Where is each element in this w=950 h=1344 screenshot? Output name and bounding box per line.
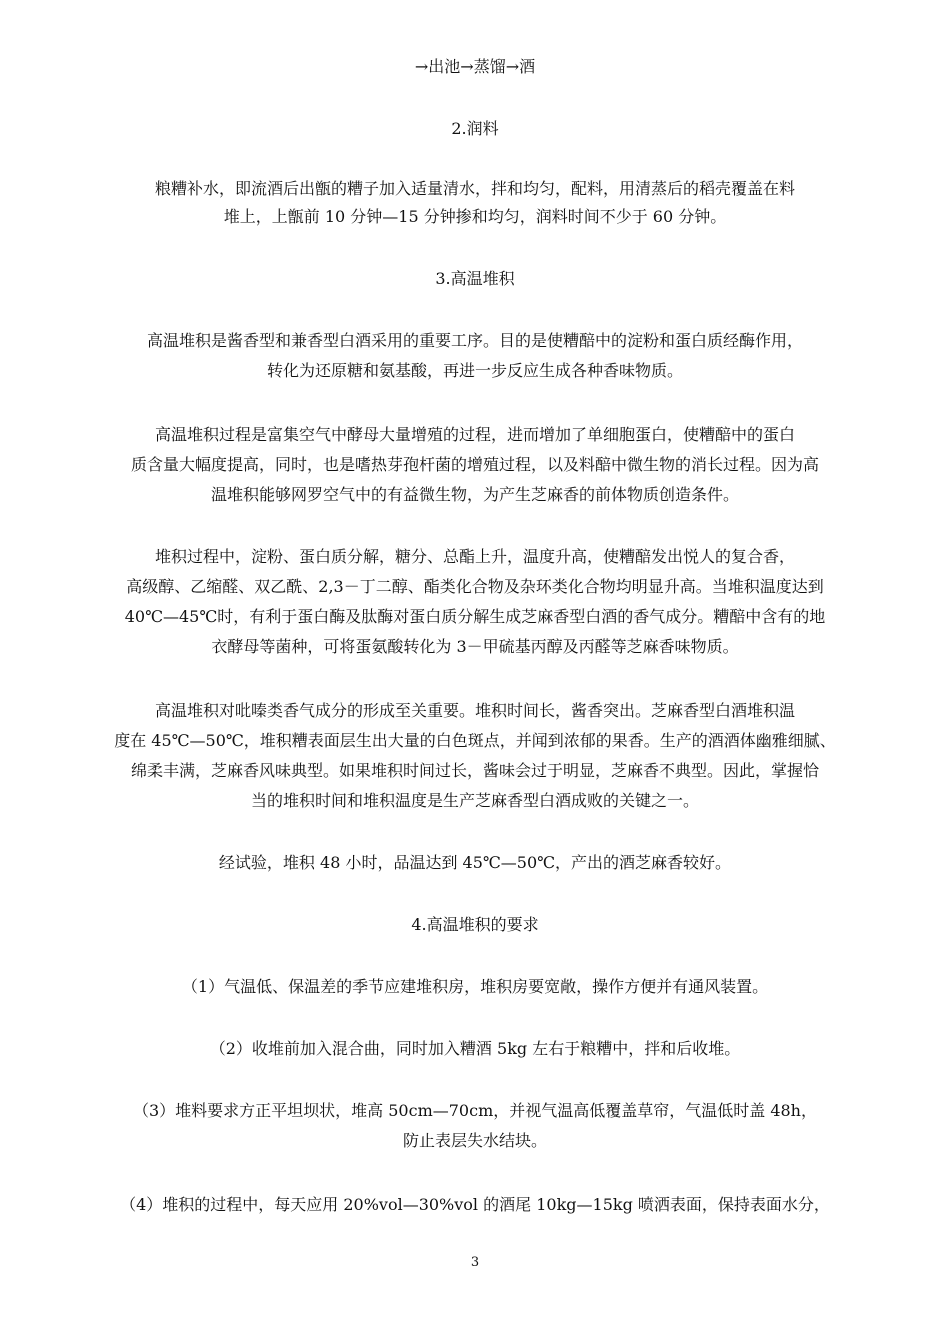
process-flow-line: →出池→蒸馏→酒 <box>414 57 536 76</box>
list-item: （3）堆料要求方正平坦坝状，堆高 50cm—70cm，并视气温高低覆盖草帘，气温低时盖 48h， <box>132 1101 817 1120</box>
paragraph-line: 高温堆积是酱香型和兼香型白酒采用的重要工序。目的是使糟醅中的淀粉和蛋白质经酶作用， <box>146 331 803 350</box>
paragraph-line: 衣酵母等菌种，可将蛋氨酸转化为 3－甲硫基丙醇及丙醛等芝麻香味物质。 <box>211 637 739 656</box>
paragraph-line: 度在 45℃—50℃，堆积糟表面层生出大量的白色斑点，并闻到浓郁的果香。生产的酒酒体幽雅细腻、 <box>114 731 836 750</box>
paragraph-line: 高温堆积过程是富集空气中酵母大量增殖的过程，进而增加了单细胞蛋白，使糟醅中的蛋白 <box>154 425 795 444</box>
paragraph-line: 堆上，上甑前 10 分钟—15 分钟掺和均匀，润料时间不少于 60 分钟。 <box>223 207 727 226</box>
paragraph-line: 绵柔丰满，芝麻香风味典型。如果堆积时间过长，酱味会过于明显，芝麻香不典型。因此，掌握恰 <box>130 761 819 780</box>
paragraph-line: 经试验，堆积 48 小时，品温达到 45℃—50℃，产出的酒芝麻香较好。 <box>218 853 732 872</box>
paragraph-line: 质含量大幅度提高，同时，也是嗜热芽孢杆菌的增殖过程，以及料醅中微生物的消长过程。因为高 <box>130 455 819 474</box>
paragraph-line: 粮糟补水，即流酒后出甑的糟子加入适量清水，拌和均匀，配料，用清蒸后的稻壳覆盖在料 <box>154 179 795 198</box>
section-heading-2: 2.润料 <box>451 119 499 138</box>
paragraph-line: 堆积过程中，淀粉、蛋白质分解，糖分、总酯上升，温度升高，使糟醅发出悦人的复合香， <box>154 547 795 566</box>
paragraph-line: 温堆积能够网罗空气中的有益微生物，为产生芝麻香的前体物质创造条件。 <box>210 485 739 504</box>
paragraph-line: 高级醇、乙缩醛、双乙酰、2,3－丁二醇、酯类化合物及杂环类化合物均明显升高。当堆积温度达到 <box>126 577 824 596</box>
page-number: 3 <box>470 1255 480 1270</box>
paragraph-line: 当的堆积时间和堆积温度是生产芝麻香型白酒成败的关键之一。 <box>250 791 699 810</box>
list-item: （2）收堆前加入混合曲，同时加入糟酒 5kg 左右于粮糟中，拌和后收堆。 <box>209 1039 741 1058</box>
paragraph-line: 转化为还原糖和氨基酸，再进一步反应生成各种香味物质。 <box>266 361 683 380</box>
list-item-continuation: 防止表层失水结块。 <box>402 1131 547 1150</box>
list-item: （4）堆积的过程中，每天应用 20%vol—30%vol 的酒尾 10kg—15kg 喷洒表面，保持表面水分， <box>120 1195 830 1214</box>
section-heading-4: 4.高温堆积的要求 <box>411 915 539 934</box>
list-item: （1）气温低、保温差的季节应建堆积房，堆积房要宽敞，操作方便并有通风装置。 <box>181 977 769 996</box>
section-heading-3: 3.高温堆积 <box>435 269 515 288</box>
paragraph-line: 40℃—45℃时，有利于蛋白酶及肽酶对蛋白质分解生成芝麻香型白酒的香气成分。糟醅中含有的地 <box>124 607 826 626</box>
paragraph-line: 高温堆积对吡嗪类香气成分的形成至关重要。堆积时间长，酱香突出。芝麻香型白酒堆积温 <box>154 701 795 720</box>
